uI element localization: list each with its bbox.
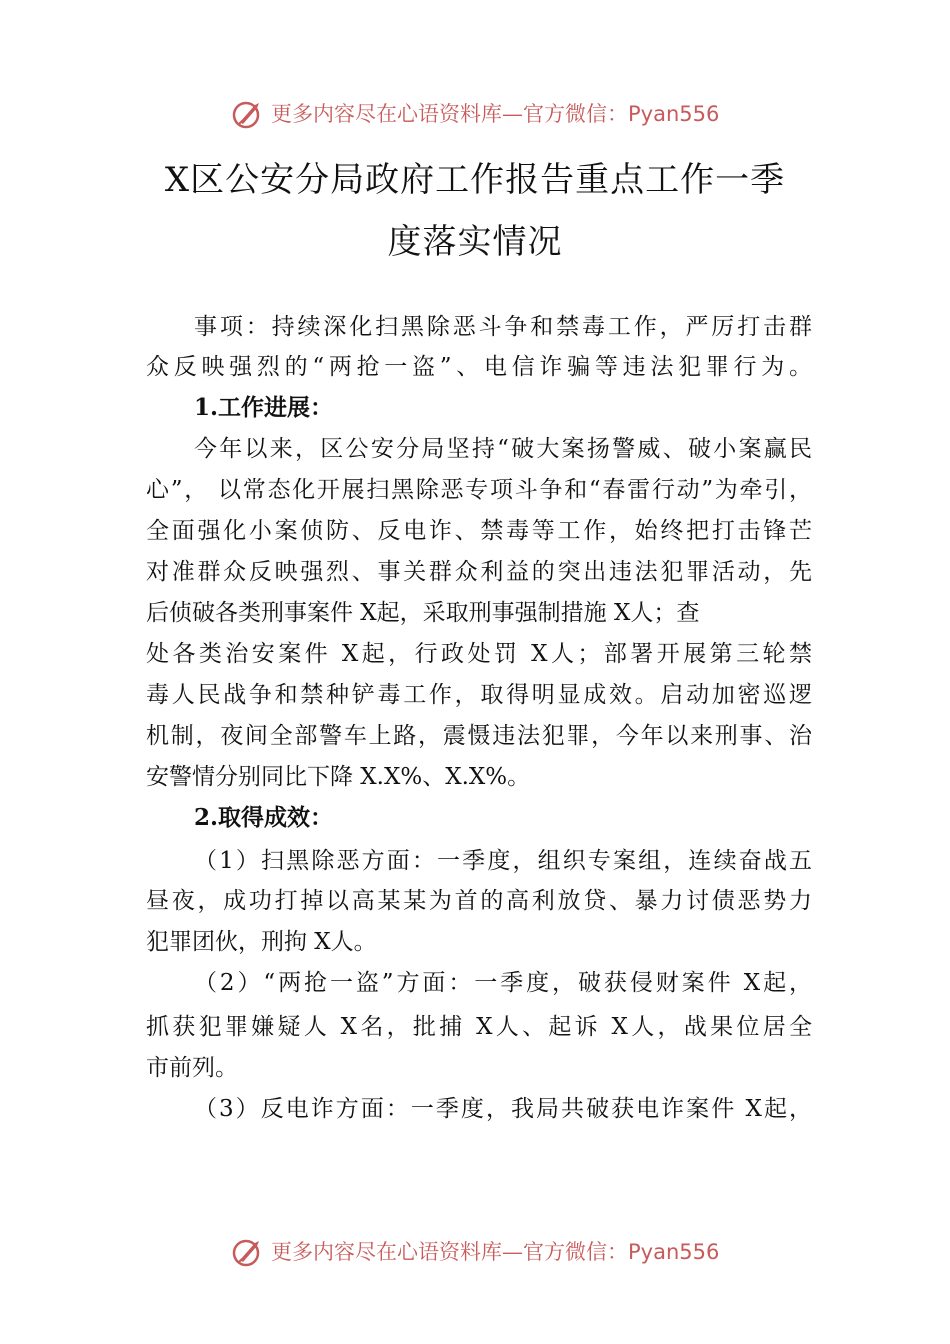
banner-text — [271, 101, 719, 127]
quill-pen-logo-icon — [231, 97, 265, 131]
body-line-12: 安警情分别同比下降 X.X%、X.X%。 — [146, 764, 531, 790]
header-banner — [0, 94, 950, 134]
body-line-19: 市前列。 — [146, 1055, 238, 1081]
banner-separator: — — [502, 102, 523, 126]
footer-banner — [0, 1232, 950, 1272]
body-line-11: 机制，夜间全部警车上路，震慑违法犯罪，今年以来刑事、治 — [146, 723, 812, 749]
banner-wechat: 官方微信：Pyan556 — [523, 102, 720, 126]
body-line-16: 犯罪团伙，刑拘 X人。 — [146, 929, 377, 955]
banner-separator: — — [502, 1240, 523, 1264]
banner-text — [271, 1239, 719, 1265]
banner-wechat: 官方微信：Pyan556 — [523, 1240, 720, 1264]
section-heading-progress: 1.工作进展： — [194, 394, 334, 421]
body-line-4: 今年以来，区公安分局坚持“破大案扬警威、破小案赢民 — [194, 436, 812, 462]
quill-pen-logo-icon — [231, 1235, 265, 1269]
body-line-2: 众反映强烈的“两抢一盗”、电信诈骗等违法犯罪行为。 — [146, 354, 812, 380]
section-heading-results: 2.取得成效： — [194, 804, 334, 831]
body-line-17: （2）“两抢一盗”方面：一季度，破获侵财案件 X起， — [194, 970, 812, 996]
body-line-15: 昼夜，成功打掉以高某某为首的高利放贷、暴力讨债恶势力 — [146, 888, 812, 914]
page-title-line-2: 度落实情况 — [387, 222, 563, 262]
body-line-20: （3）反电诈方面：一季度，我局共破获电诈案件 X起， — [194, 1096, 812, 1122]
body-line-8: 后侦破各类刑事案件 X起，采取刑事强制措施 X人；查 — [146, 600, 700, 626]
page-title-line-1: X区公安分局政府工作报告重点工作一季 — [164, 160, 786, 200]
body-line-14: （1）扫黑除恶方面：一季度，组织专案组，连续奋战五 — [194, 848, 812, 874]
body-line-10: 毒人民战争和禁种铲毒工作，取得明显成效。启动加密巡逻 — [146, 682, 812, 708]
banner-site-name: 更多内容尽在心语资料库 — [271, 1240, 502, 1264]
banner-site-name: 更多内容尽在心语资料库 — [271, 102, 502, 126]
body-line-7: 对准群众反映强烈、事关群众利益的突出违法犯罪活动，先 — [146, 559, 812, 585]
body-line-5: 心”， 以常态化开展扫黑除恶专项斗争和“春雷行动”为牵引， — [146, 477, 812, 503]
body-line-9: 处各类治安案件 X起，行政处罚 X人；部署开展第三轮禁 — [146, 641, 812, 667]
body-line-18: 抓获犯罪嫌疑人 X名，批捕 X人、起诉 X人，战果位居全 — [146, 1014, 812, 1040]
body-line-1: 事项：持续深化扫黑除恶斗争和禁毒工作，严厉打击群 — [194, 314, 812, 340]
body-line-6: 全面强化小案侦防、反电诈、禁毒等工作，始终把打击锋芒 — [146, 518, 812, 544]
